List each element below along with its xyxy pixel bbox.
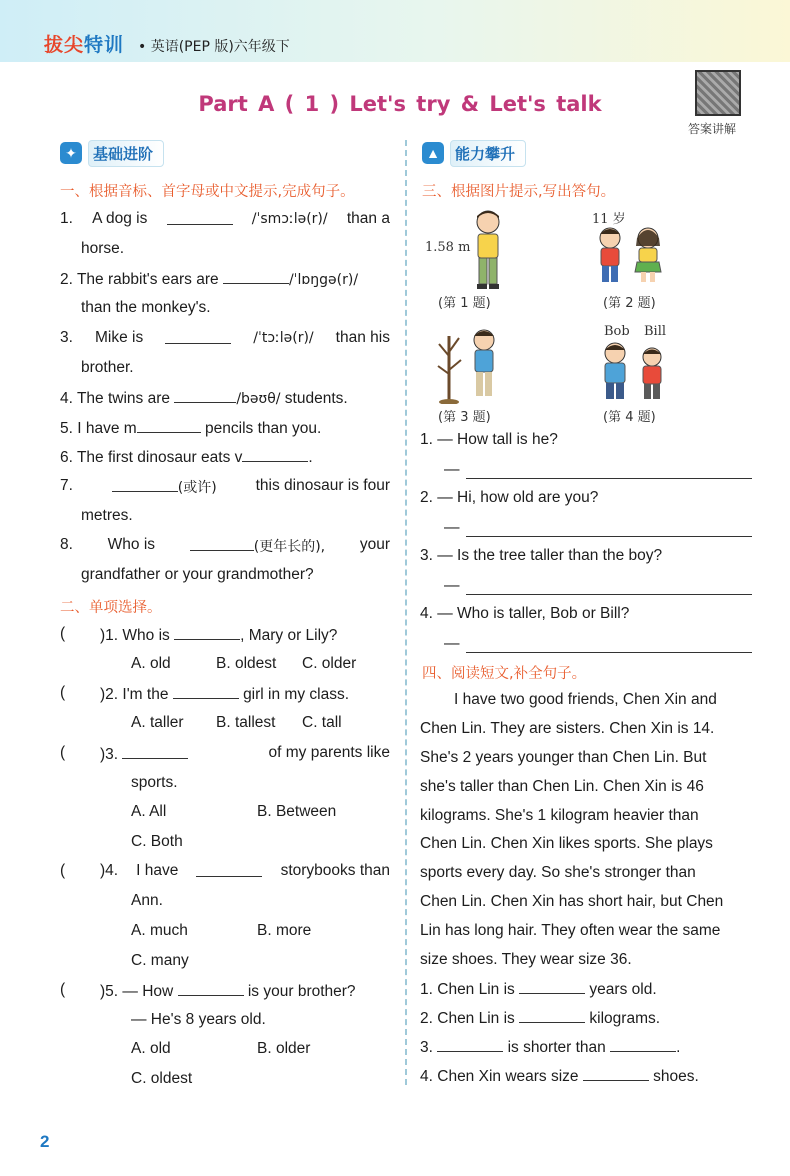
tree-and-boy-picture-3: [435, 326, 505, 404]
option[interactable]: B. oldest: [216, 655, 277, 672]
section-4-heading: 四、阅读短文,补全句子。: [422, 666, 587, 682]
caption-3: (第 3 题): [438, 410, 491, 425]
list-item: 8. Who is (更年长的), your: [60, 536, 390, 555]
page-header: [0, 0, 790, 62]
blank[interactable]: [610, 1036, 676, 1052]
blank[interactable]: [174, 624, 240, 640]
banner-advanced-label: 能力攀升: [450, 140, 526, 167]
option[interactable]: C. tall: [302, 714, 342, 731]
list-item: 1. — How tall is he?: [420, 431, 558, 448]
blank[interactable]: [196, 861, 262, 877]
blank[interactable]: [437, 1036, 503, 1052]
blank[interactable]: [173, 683, 239, 699]
option[interactable]: C. oldest: [131, 1070, 193, 1087]
answer-bracket[interactable]: (: [60, 684, 66, 701]
mc-question: )4. I have storybooks than: [100, 862, 390, 879]
answer-line[interactable]: [466, 478, 752, 479]
qr-code-icon[interactable]: [695, 70, 741, 116]
list-item: 3. Mike is /ˈtɔːlə(r)/ than his: [60, 329, 390, 346]
answer-line[interactable]: [466, 652, 752, 653]
passage-line: size shoes. They wear size 36.: [420, 951, 632, 968]
passage-line: She's 2 years younger than Chen Lin. But: [420, 749, 707, 766]
option[interactable]: A. old: [131, 1040, 171, 1057]
fill-item: 4. Chen Xin wears size shoes.: [420, 1065, 699, 1087]
section-2-heading: 二、单项选择。: [60, 600, 162, 616]
list-item: 6. The first dinosaur eats v .: [60, 446, 313, 468]
page-number: 2: [40, 1132, 50, 1151]
section-3-heading: 三、根据图片提示,写出答句。: [422, 184, 616, 200]
blank[interactable]: [122, 743, 188, 759]
passage-line: Chen Lin. They are sisters. Chen Xin is 14.: [420, 720, 715, 737]
option[interactable]: A. taller: [131, 714, 184, 731]
blank[interactable]: [137, 417, 201, 433]
mc-question: )2. I'm the girl in my class.: [100, 683, 349, 705]
caption-4: (第 4 题): [603, 410, 656, 425]
bob-and-bill-picture-4: [600, 342, 670, 402]
answer-bracket[interactable]: (: [60, 981, 66, 998]
bob-label: Bob: [604, 324, 630, 339]
passage-line: Chen Lin. Chen Xin has short hair, but Chen: [420, 893, 724, 910]
blank[interactable]: [112, 476, 178, 492]
answer-bracket[interactable]: (: [60, 744, 66, 761]
brand-part-b: 特训: [84, 35, 125, 56]
banner-advanced: [422, 140, 526, 166]
page-title: Part A ( 1 ) Let's try & Let's talk: [198, 92, 602, 116]
list-item: 4. — Who is taller, Bob or Bill?: [420, 605, 630, 622]
passage-line: I have two good friends, Chen Xin and: [454, 691, 717, 708]
list-item: 5. I have m pencils than you.: [60, 417, 321, 439]
runner-icon: ✦: [60, 142, 82, 164]
banner-basic: [60, 140, 164, 166]
list-item: 4. The twins are /bəʊθ/ students.: [60, 387, 348, 409]
answer-bracket[interactable]: (: [60, 862, 66, 879]
blank[interactable]: [178, 980, 244, 996]
brand-part-a: 拔尖: [44, 35, 85, 56]
option[interactable]: B. more: [257, 922, 312, 939]
blank[interactable]: [223, 268, 289, 284]
mc-question: )1. Who is , Mary or Lily?: [100, 624, 337, 646]
option[interactable]: A. old: [131, 655, 171, 672]
brand-logo: [44, 30, 124, 57]
list-item: 1. A dog is /ˈsmɔːlə(r)/ than a: [60, 210, 390, 227]
passage-line: sports every day. So she's stronger than: [420, 864, 696, 881]
passage-line: Lin has long hair. They often wear the same: [420, 922, 721, 939]
book-series: • 英语(PEP 版)六年级下: [138, 39, 290, 55]
option[interactable]: B. tallest: [216, 714, 276, 731]
list-item: 2. The rabbit's ears are /ˈlɒŋgə(r)/: [60, 268, 358, 290]
option[interactable]: B. older: [257, 1040, 311, 1057]
blank[interactable]: [174, 387, 236, 403]
passage-line: kilograms. She's 1 kilogram heavier than: [420, 807, 699, 824]
list-item: 3. — Is the tree taller than the boy?: [420, 547, 663, 564]
age-annotation: 11 岁: [592, 212, 626, 227]
option[interactable]: B. Between: [257, 803, 337, 820]
option[interactable]: C. Both: [131, 833, 183, 850]
option[interactable]: A. much: [131, 922, 188, 939]
banner-basic-label: 基础进阶: [88, 140, 164, 167]
answer-line[interactable]: [466, 594, 752, 595]
column-divider: [405, 140, 407, 1085]
blank[interactable]: [167, 209, 233, 225]
answer-line[interactable]: [466, 536, 752, 537]
blank[interactable]: [165, 328, 231, 344]
list-item: 2. — Hi, how old are you?: [420, 489, 599, 506]
section-1-heading: 一、根据音标、首字母或中文提示,完成句子。: [60, 184, 355, 200]
bill-label: Bill: [644, 324, 667, 339]
blank[interactable]: [519, 978, 585, 994]
fill-item: 3. is shorter than .: [420, 1036, 680, 1058]
caption-2: (第 2 题): [603, 296, 656, 311]
option[interactable]: A. All: [131, 803, 167, 820]
blank[interactable]: [242, 446, 308, 462]
mc-question: )5. — How is your brother?: [100, 980, 356, 1002]
option[interactable]: C. many: [131, 952, 189, 969]
boy-picture-1: [470, 208, 506, 292]
list-item: 7. (或许) this dinosaur is four: [60, 477, 390, 496]
height-annotation: 1.58 m: [425, 240, 471, 255]
qr-label: 答案讲解: [688, 122, 737, 136]
blank[interactable]: [190, 535, 254, 551]
passage-line: she's taller than Chen Lin. Chen Xin is 46: [420, 778, 704, 795]
fill-item: 1. Chen Lin is years old.: [420, 978, 657, 1000]
mc-question: )3. of my parents like: [100, 744, 390, 763]
blank[interactable]: [583, 1065, 649, 1081]
answer-bracket[interactable]: (: [60, 625, 66, 642]
blank[interactable]: [519, 1007, 585, 1023]
caption-1: (第 1 题): [438, 296, 491, 311]
climber-icon: ▲: [422, 142, 444, 164]
children-picture-2: [594, 226, 668, 286]
passage-line: Chen Lin. Chen Xin likes sports. She plays: [420, 835, 713, 852]
option[interactable]: C. older: [302, 655, 357, 672]
fill-item: 2. Chen Lin is kilograms.: [420, 1007, 660, 1029]
